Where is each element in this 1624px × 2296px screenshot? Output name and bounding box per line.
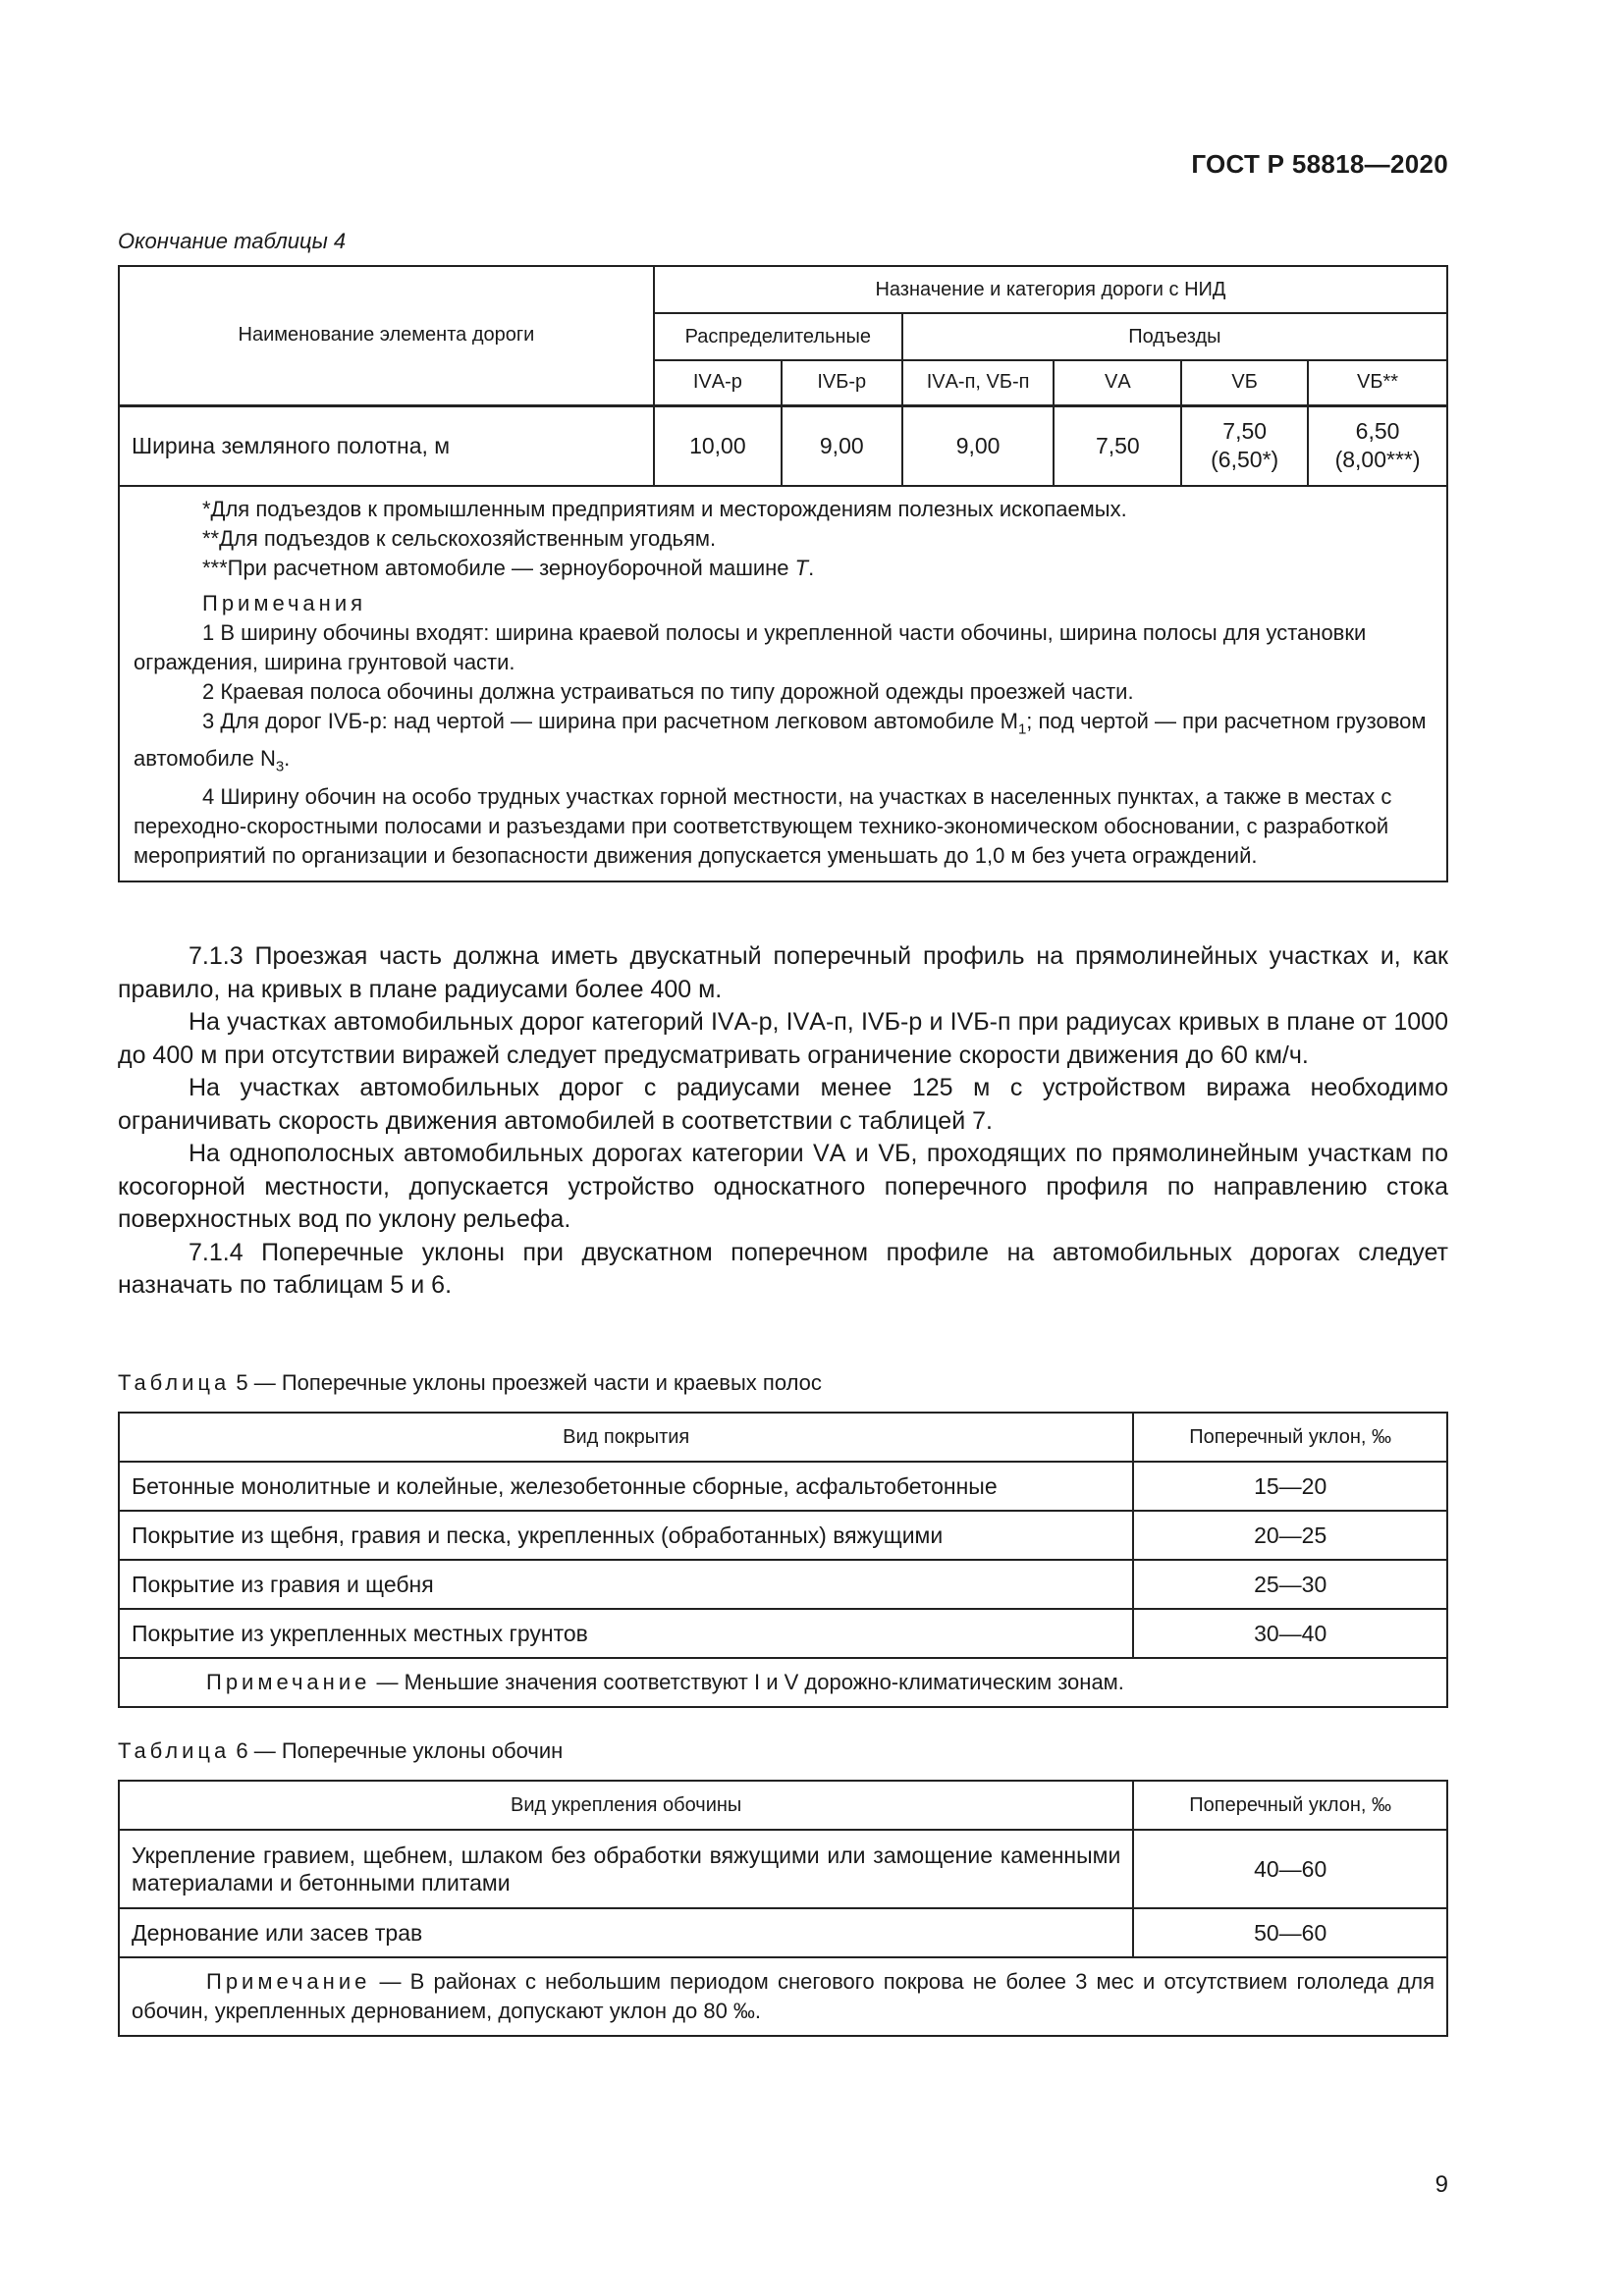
value-secondary: (8,00***) xyxy=(1334,447,1421,473)
value-primary: 6,50 xyxy=(1355,418,1400,445)
row-label: Покрытие из укрепленных местных грунтов xyxy=(119,1609,1133,1658)
cat-header: VА xyxy=(1054,360,1181,405)
cat-header: IVА-р xyxy=(654,360,782,405)
value-primary: 7,50 xyxy=(1222,418,1268,445)
cell-value xyxy=(1181,405,1308,486)
col-header: Вид покрытия xyxy=(119,1413,1133,1462)
subhead-distribution: Распределительные xyxy=(654,313,902,360)
table4-notes xyxy=(119,486,1447,881)
cell-value: 25—30 xyxy=(1133,1560,1447,1609)
paragraph: На участках автомобильных дорог категорий IVА-р, IVА-п, IVБ-р и IVБ-п при радиусах кривых в плане от 1000 до 400 м при отсутствии виражей следует предусматривать ограничение скорости движения до 60 км/ч. xyxy=(118,1008,1448,1069)
cell-value: 7,50 xyxy=(1054,405,1181,486)
note-text: . xyxy=(284,746,291,772)
cell-value: 9,00 xyxy=(782,405,902,486)
caption-text: 5 — Поперечные уклоны проезжей части и краевых полос xyxy=(230,1370,822,1395)
note: 1 В ширину обочины входят: ширина краевой полосы и укрепленной части обочины, ширина полосы для установки ограждения, ширина грунтовой части. xyxy=(134,620,1367,674)
caption-label: Таблица xyxy=(118,1370,231,1395)
col-group-header: Назначение и категория дороги с НИД xyxy=(654,266,1447,313)
col-element-name: Наименование элемента дороги xyxy=(119,266,654,405)
subscript: 3 xyxy=(275,758,285,775)
table-6 xyxy=(118,1780,1448,2037)
row-label: Ширина земляного полотна, м xyxy=(119,405,654,486)
col-header: Вид укрепления обочины xyxy=(119,1781,1133,1830)
cat-header: IVБ-р xyxy=(782,360,902,405)
cat-header: VБ** xyxy=(1308,360,1447,405)
paragraph: 7.1.4 Поперечные уклоны при двускатном поперечном профиле на автомобильных дорогах следует назначать по таблицам 5 и 6. xyxy=(118,1238,1448,1299)
note-text: — В районах с небольшим периодом снегового покрова не более 3 мес и отсутствием гололеда для обочин, укрепленных дернованием, допускают уклон до 80 ‰. xyxy=(132,1969,1435,2023)
cell-value: 15—20 xyxy=(1133,1462,1447,1511)
cell-value: 40—60 xyxy=(1133,1830,1447,1908)
caption-label: Таблица xyxy=(118,1738,231,1763)
note-text: 3 Для дорог IVБ-р: над чертой — ширина при расчетном легковом автомобиле М xyxy=(202,709,1018,733)
row-label: Укрепление гравием, щебнем, шлаком без обработки вяжущими или замощение каменными материалами и бетонными плитами xyxy=(119,1830,1133,1908)
table-5 xyxy=(118,1412,1448,1708)
cell-value: 10,00 xyxy=(654,405,782,486)
table4-caption: Окончание таблицы 4 xyxy=(118,229,347,253)
paragraph: На участках автомобильных дорог с радиусами менее 125 м с устройством виража необходимо ограничивать скорость движения автомобилей в соответствии с таблицей 7. xyxy=(118,1074,1448,1135)
standard-header: ГОСТ Р 58818—2020 xyxy=(1191,149,1448,179)
note: 2 Краевая полоса обочины должна устраиваться по типу дорожной одежды проезжей части. xyxy=(202,679,1134,704)
table-4 xyxy=(118,265,1448,882)
table5-note xyxy=(119,1658,1447,1707)
footnote-var: Т xyxy=(794,556,809,580)
cat-header: IVА-п, VБ-п xyxy=(902,360,1055,405)
paragraph: На однополосных автомобильных дорогах категории VА и VБ, проходящих по прямолинейным участкам по косогорной местности, допускается устройство односкатного поперечного профиля по направлению стока поверхностных вод по уклону рельефа. xyxy=(118,1140,1448,1233)
row-label: Покрытие из гравия и щебня xyxy=(119,1560,1133,1609)
col-header: Поперечный уклон, ‰ xyxy=(1133,1781,1447,1830)
cell-value: 50—60 xyxy=(1133,1908,1447,1957)
row-label: Бетонные монолитные и колейные, железобетонные сборные, асфальтобетонные xyxy=(119,1462,1133,1511)
cell-value: 9,00 xyxy=(902,405,1055,486)
footnote: **Для подъездов к сельскохозяйственным угодьям. xyxy=(202,526,717,551)
col-header: Поперечный уклон, ‰ xyxy=(1133,1413,1447,1462)
footnote xyxy=(134,554,1433,583)
cell-value: 20—25 xyxy=(1133,1511,1447,1560)
subscript: 1 xyxy=(1017,721,1027,738)
note-label: Примечание xyxy=(206,1969,371,1994)
note-text: — Меньшие значения соответствуют I и V дорожно-климатическим зонам. xyxy=(370,1670,1124,1694)
notes-title: Примечания xyxy=(202,591,367,615)
cell-value xyxy=(1308,405,1447,486)
note: 4 Ширину обочин на особо трудных участках горной местности, на участках в населенных пунктах, а также в местах с переходно-скоростными полосами и разъездами при соответствующем технико-экономическом обосновании, с разработкой мероприятий по организации и безопасности движения допускается уменьшать до 1,0 м без учета ограждений. xyxy=(134,783,1392,868)
body-text xyxy=(118,940,1448,1303)
page-number: 9 xyxy=(1435,2171,1448,2198)
table6-caption xyxy=(118,1738,563,1764)
row-label: Покрытие из щебня, гравия и песка, укрепленных (обработанных) вяжущими xyxy=(119,1511,1133,1560)
footnote-end: . xyxy=(808,556,815,580)
footnote-text: ***При расчетном автомобиле — зерноуборочной машине xyxy=(202,556,795,580)
table5-caption xyxy=(118,1370,822,1396)
caption-text: 6 — Поперечные уклоны обочин xyxy=(230,1738,564,1763)
table6-note xyxy=(119,1957,1447,2036)
value-secondary: (6,50*) xyxy=(1211,447,1279,473)
paragraph: 7.1.3 Проезжая часть должна иметь двускатный поперечный профиль на прямолинейных участках и, как правило, на кривых в плане радиусами более 400 м. xyxy=(118,942,1448,1003)
footnote: *Для подъездов к промышленным предприятиям и месторождениям полезных ископаемых. xyxy=(202,497,1127,521)
note-text: ; под чертой — при расчетном грузовом автомобиле N xyxy=(134,709,1427,772)
subhead-access: Подъезды xyxy=(902,313,1447,360)
note-label: Примечание xyxy=(206,1670,371,1694)
note xyxy=(134,707,1433,782)
row-label: Дернование или засев трав xyxy=(119,1908,1133,1957)
cell-value: 30—40 xyxy=(1133,1609,1447,1658)
cat-header: VБ xyxy=(1181,360,1308,405)
